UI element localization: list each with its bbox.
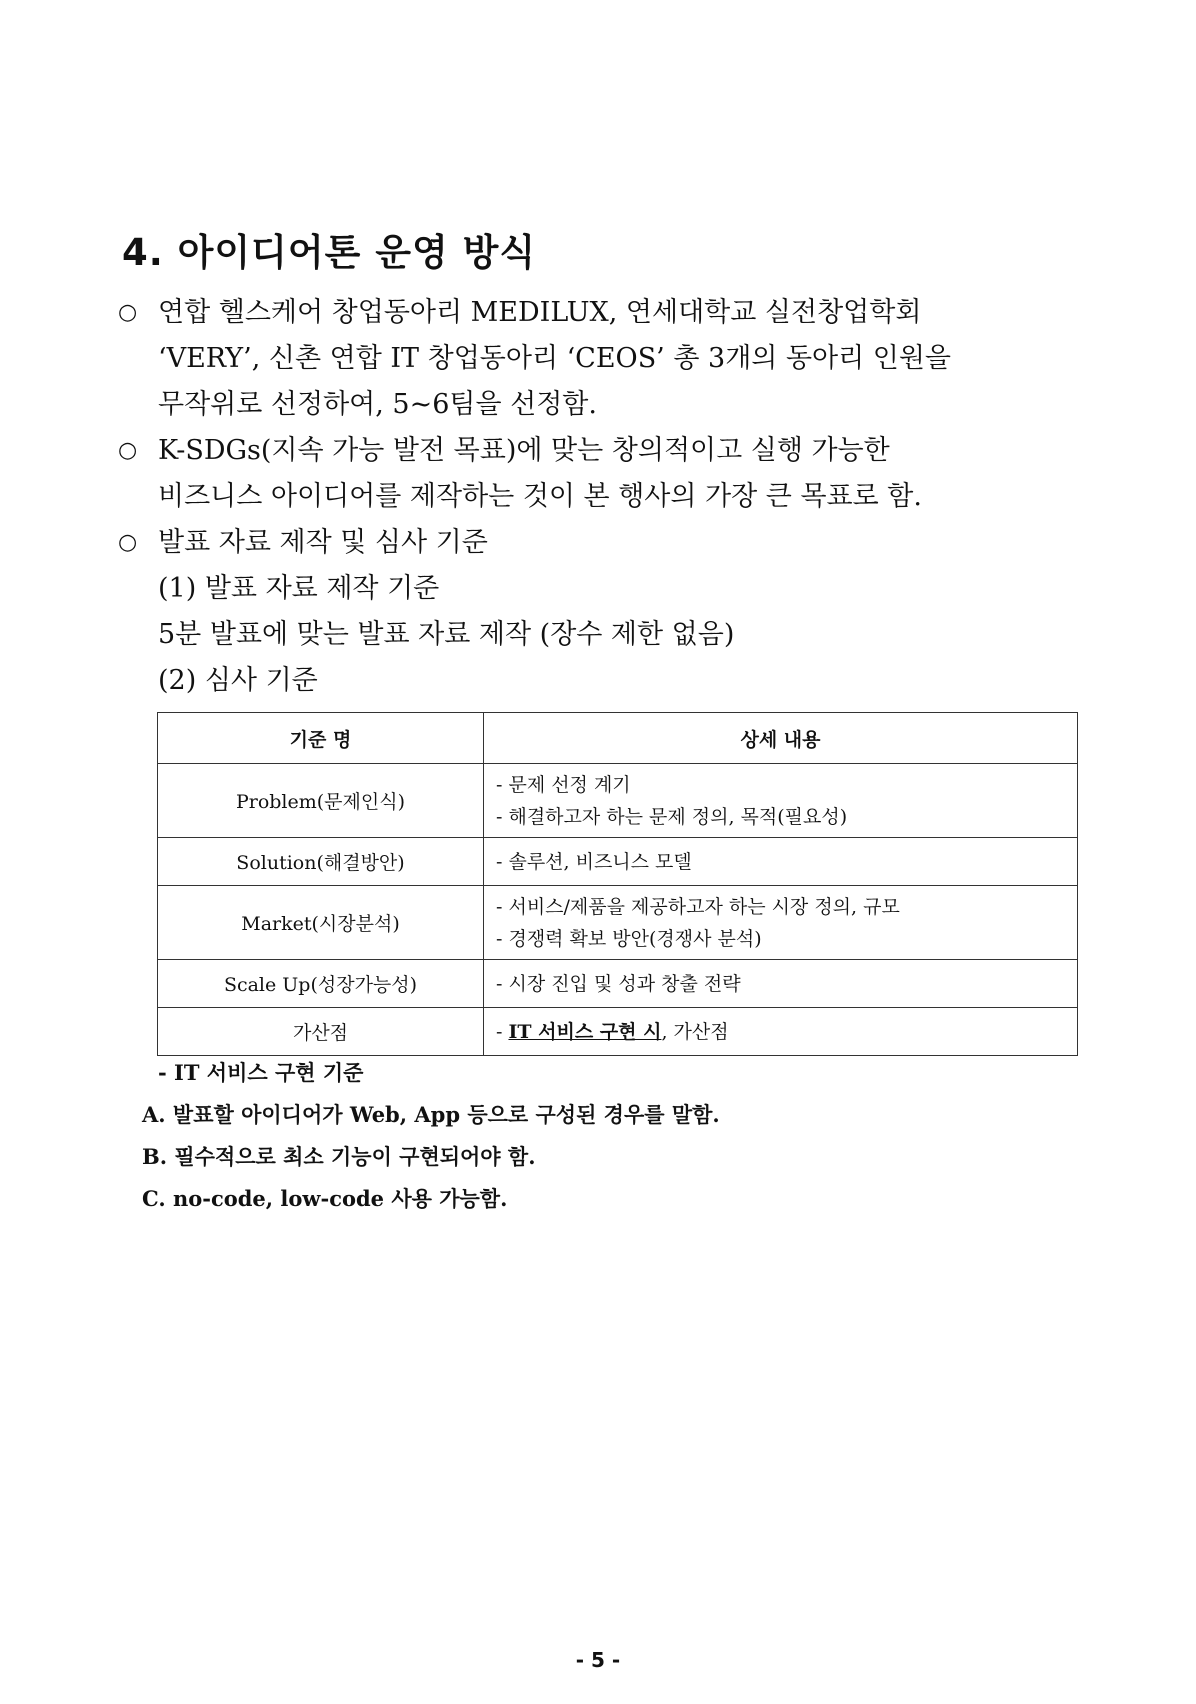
criterion-name: 가산점 xyxy=(158,1008,484,1056)
bullet-line: 무작위로 선정하여, 5~6팀을 선정함. xyxy=(158,389,597,420)
table-row xyxy=(158,886,1078,960)
table-header-detail: 상세 내용 xyxy=(484,713,1078,764)
detail-prefix: - xyxy=(496,1020,509,1043)
criterion-name: Solution(해결방안) xyxy=(158,838,484,886)
table-header-row xyxy=(158,713,1078,764)
table-row xyxy=(158,838,1078,886)
detail-line: - 시장 진입 및 성과 창출 전략 xyxy=(496,972,741,995)
table-header-criterion: 기준 명 xyxy=(158,713,484,764)
detail-suffix: , 가산점 xyxy=(661,1020,729,1043)
bullet-line: ‘VERY’, 신촌 연합 IT 창업동아리 ‘CEOS’ 총 3개의 동아리 인원을 xyxy=(158,343,952,374)
section-title: 4. 아이디어톤 운영 방식 xyxy=(122,231,537,274)
table-row xyxy=(158,960,1078,1008)
sub-item: (2) 심사 기준 xyxy=(158,665,318,696)
it-note-item: C. no-code, low-code 사용 가능함. xyxy=(142,1186,508,1211)
bullet-item xyxy=(118,290,1058,428)
it-note-header: - IT 서비스 구현 기준 xyxy=(158,1060,364,1085)
criterion-detail xyxy=(484,1008,1078,1056)
criterion-detail xyxy=(484,886,1078,960)
detail-emphasis: IT 서비스 구현 시 xyxy=(508,1020,662,1043)
criterion-detail xyxy=(484,764,1078,838)
sub-item: (1) 발표 자료 제작 기준 xyxy=(158,573,440,604)
it-note-item: A. 발표할 아이디어가 Web, App 등으로 구성된 경우를 말함. xyxy=(142,1102,720,1127)
detail-line: - 서비스/제품을 제공하고자 하는 시장 정의, 규모 xyxy=(496,895,900,918)
bullet-line: K-SDGs(지속 가능 발전 목표)에 맞는 창의적이고 실행 가능한 xyxy=(158,435,890,466)
table-row xyxy=(158,1008,1078,1056)
criterion-detail xyxy=(484,960,1078,1008)
bullet-line: 연합 헬스케어 창업동아리 MEDILUX, 연세대학교 실전창업학회 xyxy=(158,297,922,328)
detail-line: - 문제 선정 계기 xyxy=(496,773,631,796)
detail-line: - 경쟁력 확보 방안(경쟁사 분석) xyxy=(496,927,762,950)
bullet-line: 발표 자료 제작 및 심사 기준 xyxy=(158,527,488,558)
table-row xyxy=(158,764,1078,838)
bullet-item xyxy=(118,520,1058,566)
criterion-name: Problem(문제인식) xyxy=(158,764,484,838)
page-number: - 5 - xyxy=(575,1648,621,1672)
detail-line xyxy=(496,1016,1076,1048)
body-text xyxy=(118,290,1058,704)
it-note-item: B. 필수적으로 최소 기능이 구현되어야 함. xyxy=(142,1144,536,1169)
criteria-table xyxy=(157,712,1078,1056)
bullet-item xyxy=(118,428,1058,520)
circle-bullet-icon: ○ xyxy=(118,530,138,555)
circle-bullet-icon: ○ xyxy=(118,300,138,325)
sub-item: 5분 발표에 맞는 발표 자료 제작 (장수 제한 없음) xyxy=(158,619,735,650)
detail-line: - 해결하고자 하는 문제 정의, 목적(필요성) xyxy=(496,805,848,828)
circle-bullet-icon: ○ xyxy=(118,438,138,463)
it-service-criteria xyxy=(142,1052,720,1220)
criterion-name: Scale Up(성장가능성) xyxy=(158,960,484,1008)
bullet-line: 비즈니스 아이디어를 제작하는 것이 본 행사의 가장 큰 목표로 함. xyxy=(158,481,922,512)
criterion-detail xyxy=(484,838,1078,886)
detail-line: - 솔루션, 비즈니스 모델 xyxy=(496,850,692,873)
criterion-name: Market(시장분석) xyxy=(158,886,484,960)
